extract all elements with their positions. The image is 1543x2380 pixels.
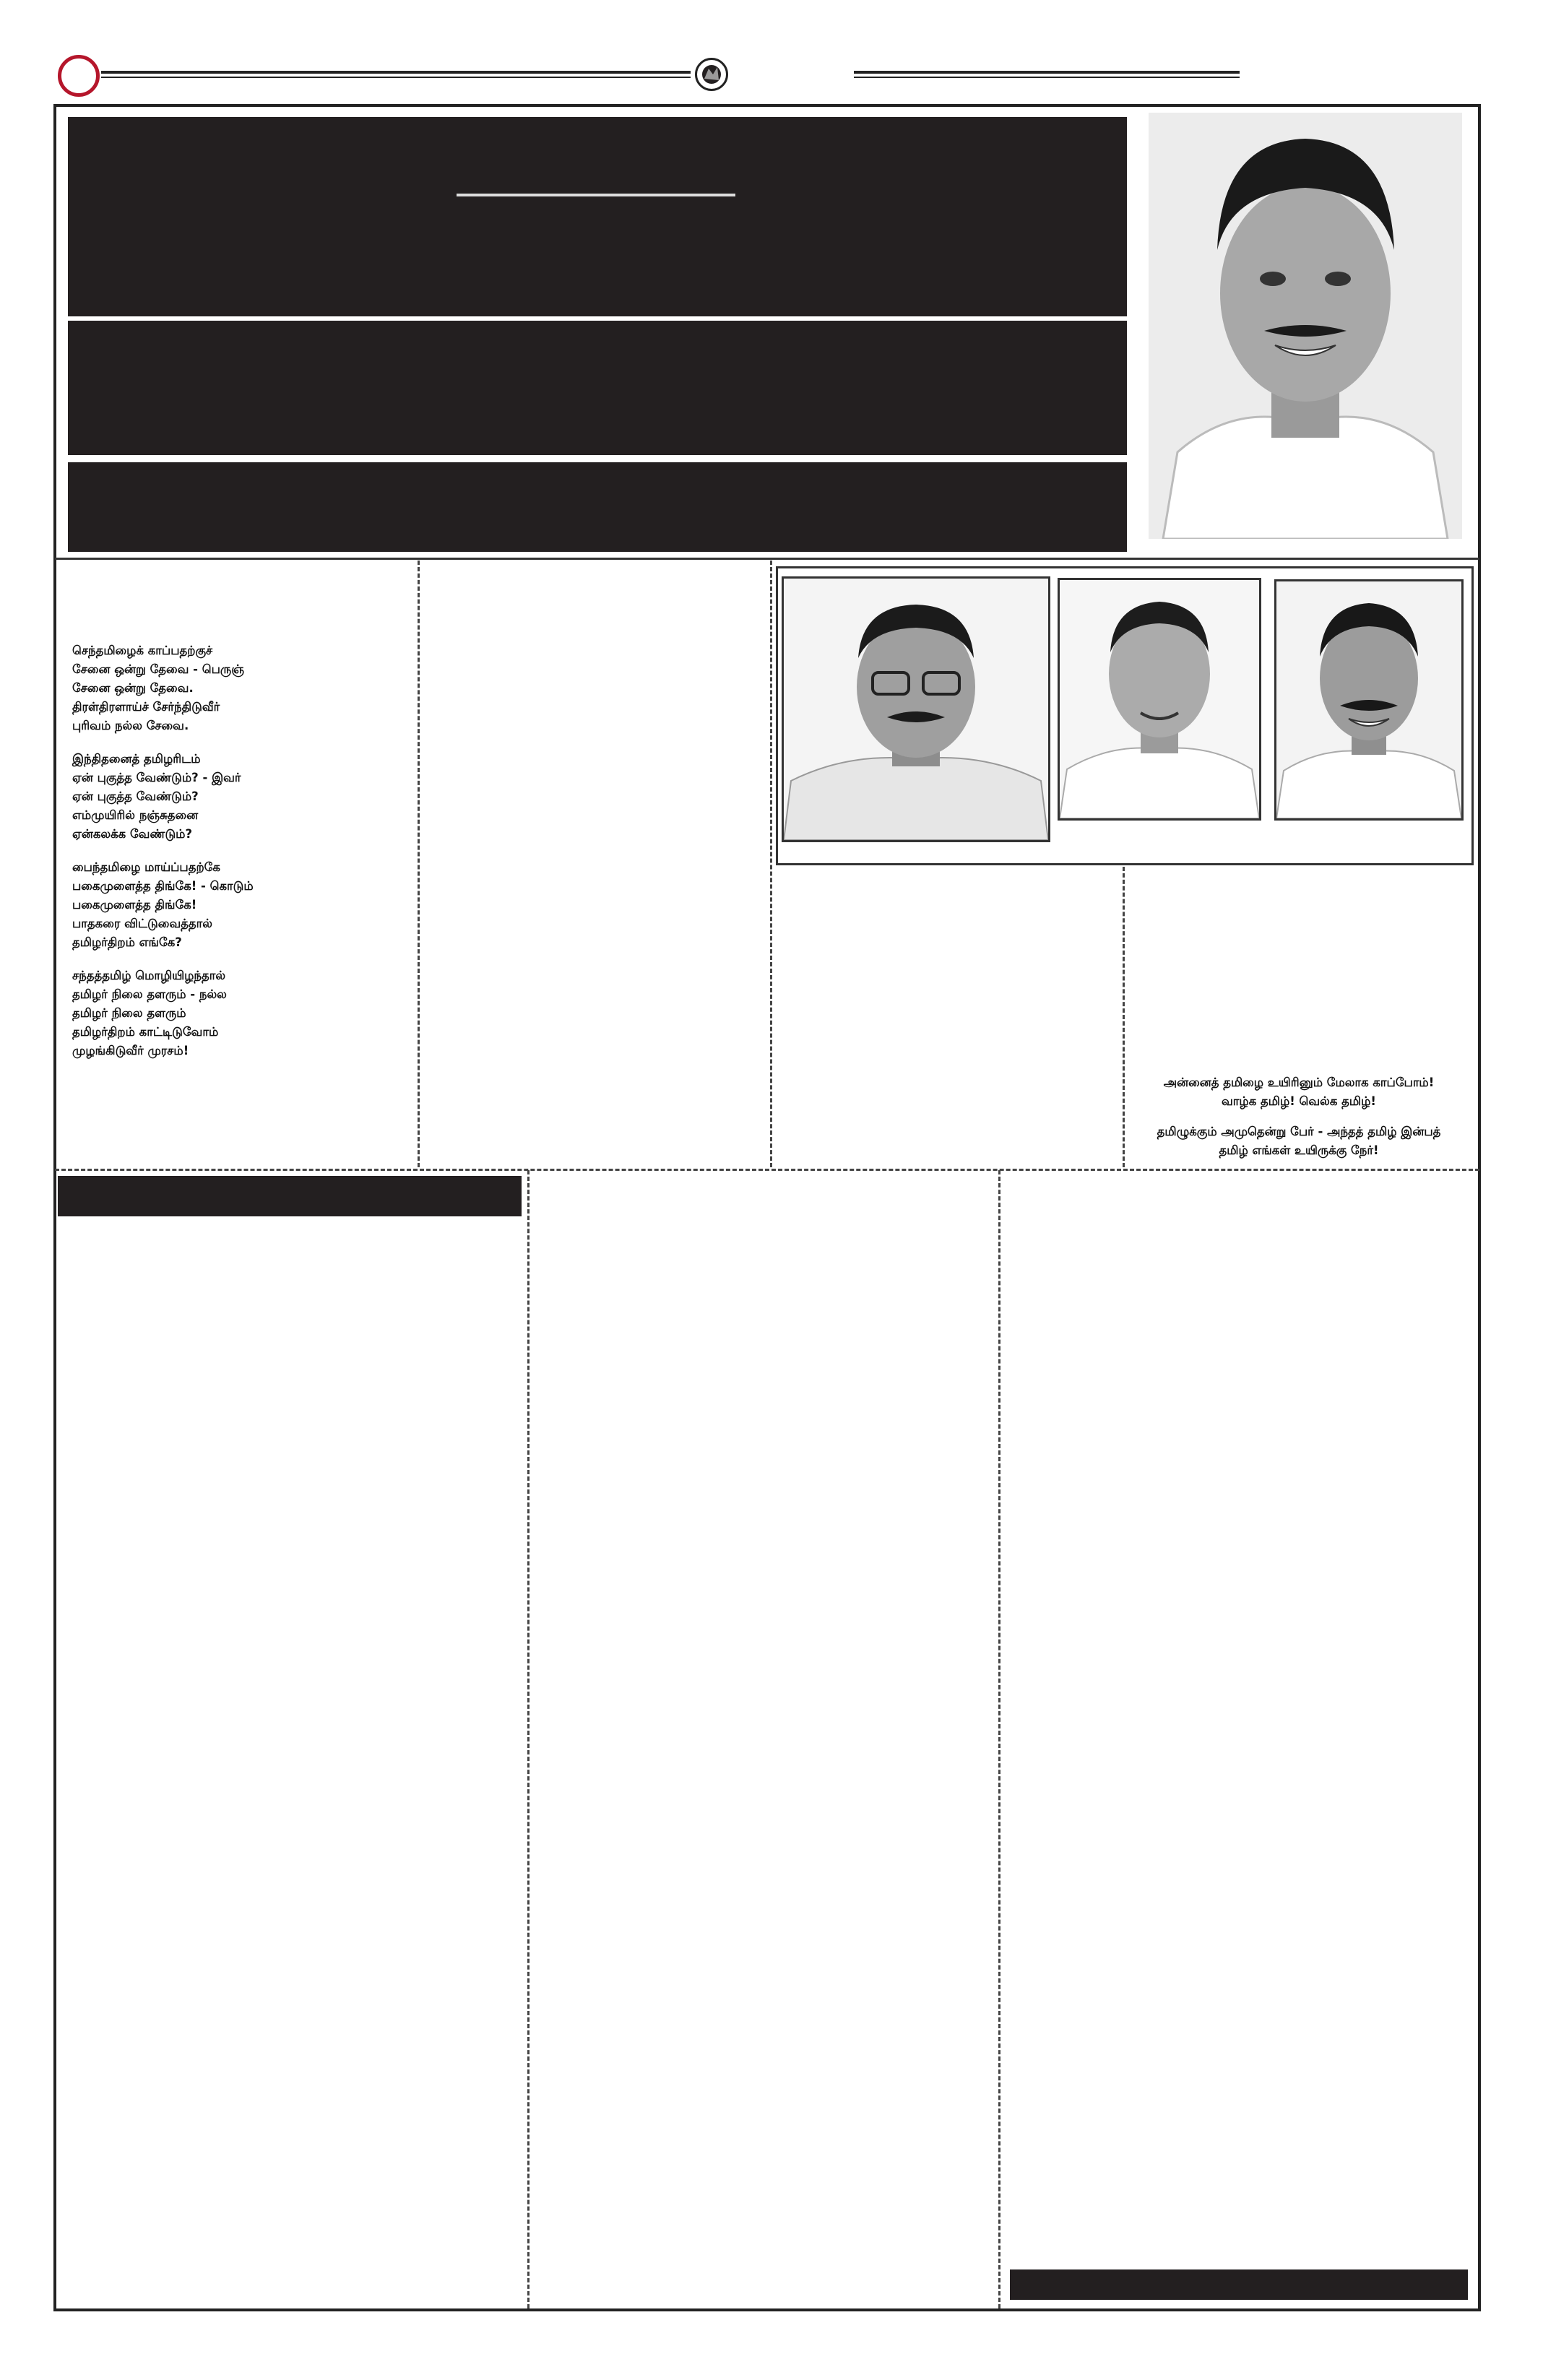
- headline-underline: [457, 194, 735, 196]
- poem-line: சேனை ஒன்று தேவை - பெருஞ்: [72, 662, 244, 676]
- tagline-line-3: தமிழுக்கும் அமுதென்று பேர் - அந்தத் தமிழ் இன்பத்: [1157, 1125, 1441, 1138]
- poem-line: ஏன்கலக்க வேண்டும்?: [72, 827, 193, 841]
- poem-line: ஏன் புகுத்த வேண்டும்?: [72, 789, 199, 803]
- mid-col-divider-2: [770, 561, 772, 1167]
- poem-line: பாதகரை விட்டுவைத்தால்: [72, 917, 212, 930]
- tagline-block: [1125, 1073, 1472, 1160]
- poem-stanza: [72, 858, 405, 952]
- tagline-line-1: அன்னைத் தமிழை உயிரினும் மேலாக காப்போம்!: [1163, 1076, 1435, 1089]
- poem-line: தமிழர்திறம் காட்டிடுவோம்: [72, 1025, 219, 1039]
- poem-stanza: [72, 641, 405, 735]
- section-heading-bar: [58, 1176, 522, 1216]
- masthead-rule-left: [101, 71, 691, 74]
- poem-line: செந்தமிழைக் காப்பதற்குச்: [72, 644, 213, 657]
- poem-line: தமிழர் நிலை தளரும் - நல்ல: [72, 987, 227, 1001]
- footer-bar: [1010, 2269, 1468, 2300]
- mid-col-divider-3: [1123, 867, 1125, 1167]
- poem-line: முழங்கிடுவீர் முரசம்!: [72, 1044, 189, 1057]
- bottom-col-divider-1: [527, 1170, 530, 2308]
- poem-line: இந்திதனைத் தமிழரிடம்: [72, 752, 201, 766]
- poem-column: [72, 641, 405, 1075]
- bottom-col-divider-2: [998, 1170, 1000, 2308]
- mid-col-divider-1: [418, 561, 420, 1167]
- masthead-rule-right: [854, 71, 1240, 74]
- masthead-rule-right-thin: [854, 77, 1240, 78]
- headline-block-1: [68, 117, 1127, 316]
- poem-line: புரிவம் நல்ல சேவை.: [72, 719, 189, 732]
- poem-line: தமிழர் நிலை தளரும்: [72, 1006, 186, 1020]
- poem-line: பகைமுளைத்த திங்கே! - கொடும்: [72, 879, 254, 893]
- poem-line: சேனை ஒன்று தேவை.: [72, 681, 194, 695]
- poem-line: பைந்தமிழை மாய்ப்பதற்கே: [72, 860, 220, 874]
- party-emblem-icon: [695, 58, 728, 91]
- portrait-photo-middle: [1058, 578, 1261, 821]
- portrait-photo-right: [1274, 579, 1464, 821]
- headline-block-3: [68, 462, 1127, 552]
- tagline-line-4: தமிழ் எங்கள் உயிருக்கு நேர்!: [1219, 1143, 1379, 1157]
- masthead-logo-circle: [58, 55, 100, 97]
- poem-stanza: [72, 966, 405, 1060]
- poem-line: ஏன் புகுத்த வேண்டும்? - இவர்: [72, 771, 241, 784]
- headline-block-2: [68, 321, 1127, 455]
- portrait-photo-left: [782, 576, 1050, 842]
- poem-stanza: [72, 750, 405, 844]
- tagline-line-2: வாழ்க தமிழ்! வெல்க தமிழ்!: [1222, 1094, 1376, 1108]
- poem-line: எம்முயிரில் நஞ்சுதனை: [72, 808, 199, 822]
- poem-line: சந்தத்தமிழ் மொழியிழந்தால்: [72, 969, 226, 982]
- poem-line: தமிழர்திறம் எங்கே?: [72, 935, 182, 949]
- masthead-rule-left-thin: [101, 77, 691, 78]
- poem-line: பகைமுளைத்த திங்கே!: [72, 898, 197, 912]
- leader-portrait-main: [1149, 113, 1462, 539]
- poem-line: திரள்திரளாய்ச் சேர்ந்திடுவீர்: [72, 700, 220, 714]
- section-divider: [55, 1169, 1479, 1171]
- banner-divider: [55, 558, 1479, 560]
